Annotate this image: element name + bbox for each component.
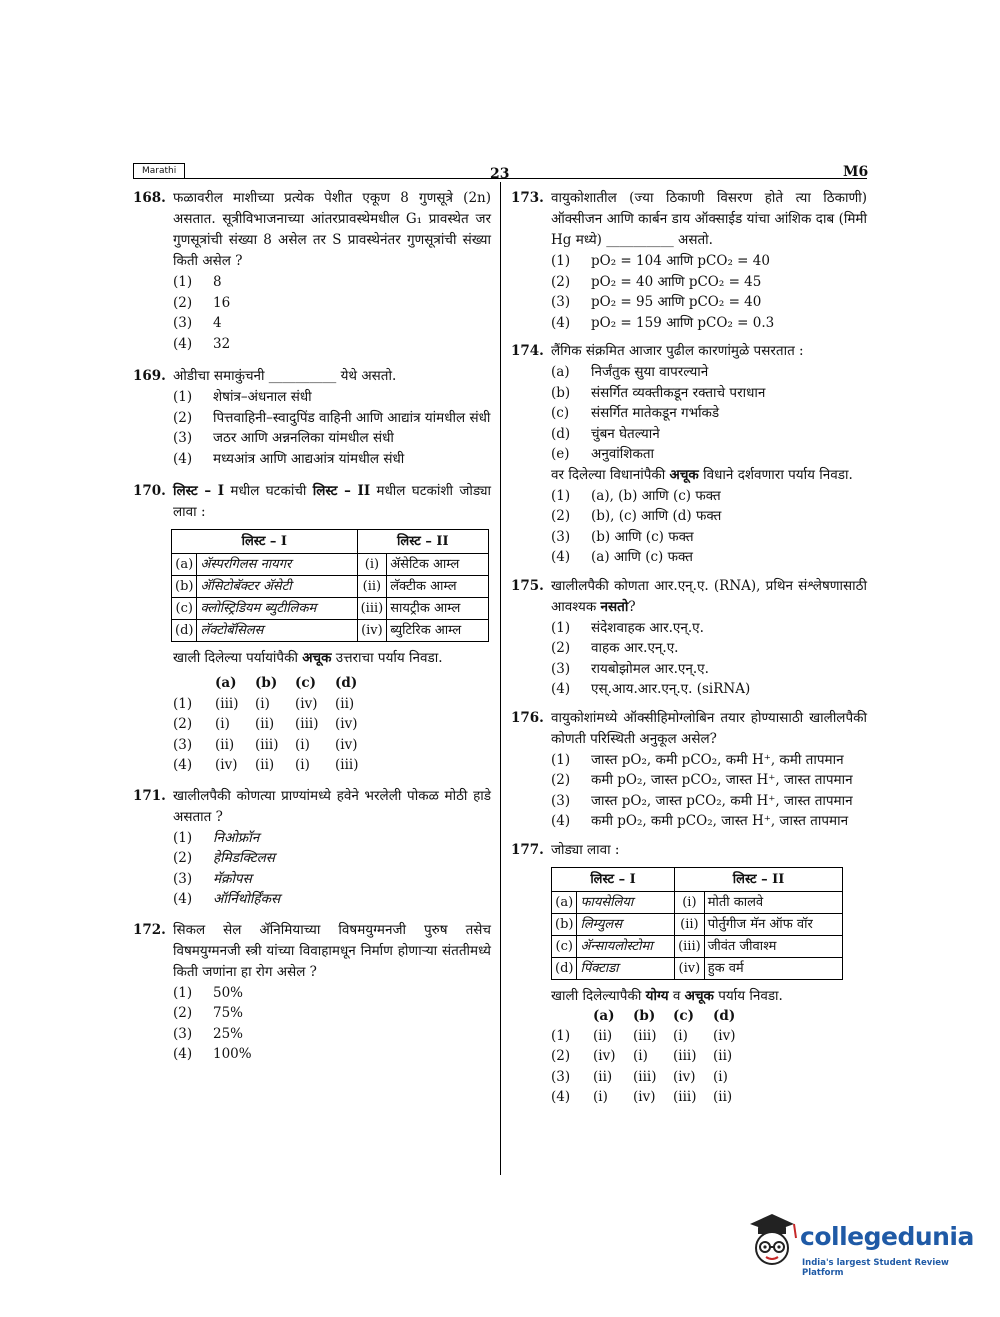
- list-1-label: (d): [552, 957, 577, 979]
- option-number: (3): [173, 430, 193, 446]
- option-number: (4): [551, 1089, 571, 1105]
- question-172: [133, 920, 491, 1065]
- option-text: कमी pO₂, जास्त pCO₂, जास्त H⁺, जास्त तापमान: [591, 772, 853, 788]
- question-number: 170.: [133, 483, 166, 499]
- answer-cell: (iii): [633, 1068, 657, 1085]
- answer-column-header: [173, 673, 215, 694]
- answer-column-header: (c): [673, 1007, 694, 1024]
- option: [551, 486, 867, 507]
- list-2-item: ब्युटिरिक आम्ल: [387, 620, 489, 642]
- answer-cell: (i): [633, 1048, 648, 1064]
- answer-row: [551, 1026, 867, 1047]
- text-part: पर्याय निवडा.: [713, 987, 783, 1004]
- option-number: (4): [173, 757, 193, 773]
- question-number: 173.: [511, 190, 544, 206]
- option: [551, 251, 867, 272]
- list-2-item: पोर्तुगीज मॅन ऑफ वॉर: [704, 913, 842, 935]
- option-number: (3): [551, 294, 571, 310]
- answer-header: [173, 673, 491, 694]
- list-2-label: (iv): [357, 620, 387, 642]
- option: [173, 1003, 491, 1024]
- option: [173, 272, 491, 293]
- text-part: वर दिलेल्या विधानांपैकी: [551, 466, 670, 483]
- option-text: वाहक आर.एन्.ए.: [591, 640, 679, 656]
- answer-cell: (ii): [255, 716, 275, 732]
- question-text: फळावरील माशीच्या प्रत्येक पेशीत एकूण 8 गुणसूत्रे (2n) असतात. सूत्रीविभाजनाच्या आंतरप्रावस्थेमधील G₁ प्रावस्थेत जर गुणसूत्रांची संख्या 8 असेल तर S प्रावस्थेनंतर गुणसूत्रांची संख्या किती असेल ?: [173, 190, 491, 269]
- question-text: [173, 481, 491, 523]
- text-part: मधील घटकांची: [224, 483, 313, 499]
- option-number: (1): [173, 984, 193, 1001]
- list-1-label: (b): [552, 913, 577, 935]
- option-text: चुंबन घेतल्याने: [591, 425, 660, 442]
- list-1-label: लिस्ट – I: [173, 483, 225, 499]
- table-row: [172, 620, 489, 642]
- question-number: 171.: [133, 787, 166, 804]
- answer-cell: (iv): [633, 1089, 656, 1105]
- option-number: (3): [551, 660, 571, 677]
- option-text: संसर्गित मातेकडून गर्भाकडे: [591, 405, 720, 421]
- text-part: विधाने दर्शवणारा पर्याय निवडा.: [698, 466, 853, 483]
- option-number: (2): [551, 508, 571, 524]
- options: [173, 828, 491, 910]
- option-text: 50%: [213, 984, 244, 1001]
- option-text: मॅक्रोपस: [213, 870, 252, 887]
- list-2-label: (i): [357, 554, 387, 576]
- list-2-item: लॅक्टीक आम्ल: [387, 576, 489, 598]
- question-176: [511, 708, 867, 832]
- answer-column-header: (d): [713, 1007, 736, 1024]
- answer-header: [551, 1007, 867, 1026]
- option-number: (4): [173, 450, 193, 467]
- booklet-code: M6: [843, 164, 869, 180]
- table-row: [172, 554, 489, 576]
- answer-cell: (i): [713, 1068, 728, 1085]
- list-1-item: पिंक्टाडा: [577, 957, 675, 979]
- option-number: (4): [551, 314, 571, 331]
- question-text: ओडीचा समाकुंचनी __________ येथे असतो.: [173, 368, 397, 384]
- answer-cell: (i): [215, 716, 230, 732]
- answer-column-header: (a): [215, 675, 237, 691]
- option-number: (1): [173, 829, 193, 846]
- option-text: (a) आणि (c) फक्त: [591, 549, 693, 565]
- question-174: [511, 341, 867, 568]
- answer-cell: (ii): [713, 1089, 733, 1105]
- left-column: [133, 188, 491, 1073]
- option-number: (1): [551, 253, 571, 269]
- answer-cell: (iii): [673, 1048, 697, 1064]
- question-number: 177.: [511, 841, 544, 858]
- options: [551, 251, 867, 333]
- option-number: (3): [551, 792, 571, 809]
- table-row: [552, 891, 843, 913]
- option-number: (a): [551, 364, 570, 380]
- table-row: [552, 935, 843, 957]
- list-1-item: ॲस्परगिलस नायगर: [197, 554, 357, 576]
- option-text: जास्त pO₂, जास्त pCO₂, कमी H⁺, जास्त तापमान: [591, 792, 853, 809]
- option-text: निओफ्रॉन: [213, 829, 260, 846]
- option-number: (c): [551, 405, 570, 421]
- option-text: कमी pO₂, कमी pCO₂, जास्त H⁺, जास्त तापमान: [591, 813, 849, 829]
- answer-cell: (i): [295, 757, 310, 773]
- question-text: वायुकोशांमध्ये ऑक्सीहिमोग्लोबिन तयार होण्यासाठी खालीलपैकी कोणती परिस्थिती अनुकूल असेल?: [551, 709, 867, 747]
- option-text: संसर्गित व्यक्तीकडून रक्ताचे पराधान: [591, 384, 766, 401]
- option-number: (4): [173, 335, 193, 352]
- text-part: खालीलपैकी कोणता आर.एन्.ए. (RNA), प्रथिन संश्लेषणासाठी आवश्यक: [551, 577, 867, 615]
- answer-cell: (ii): [593, 1068, 613, 1085]
- instruction: [551, 986, 867, 1007]
- brand-tagline: India's largest Student Review Platform: [802, 1258, 949, 1278]
- option: [173, 313, 491, 334]
- option: [173, 828, 491, 849]
- option-text: 75%: [213, 1005, 244, 1021]
- col-header: लिस्ट – II: [675, 867, 843, 891]
- option-text: पित्तवाहिनी–स्वादुपिंड वाहिनी आणि आद्यांत्र यांमधील संधी: [213, 409, 491, 426]
- question-number: 172.: [133, 921, 166, 938]
- answer-column-header: (c): [295, 675, 316, 691]
- text-part: उत्तराचा पर्याय निवडा.: [331, 650, 443, 666]
- answer-cell: (iv): [215, 757, 238, 773]
- table-row: [552, 913, 843, 935]
- answer-column-header: (a): [593, 1007, 615, 1024]
- match-table: [171, 529, 489, 642]
- answer-cell: (iv): [335, 716, 358, 732]
- text-part: मधील घटकांशी जोड्या लावा :: [173, 483, 491, 520]
- emphasis: अचूक: [302, 650, 332, 666]
- instruction: [551, 465, 867, 486]
- emphasis: अचूक: [684, 987, 714, 1004]
- option-number: (3): [173, 870, 193, 887]
- option-text: pO₂ = 40 आणि pCO₂ = 45: [591, 273, 762, 290]
- option: [551, 659, 867, 680]
- answer-row: [551, 1067, 867, 1088]
- option: [551, 638, 867, 659]
- answer-cell: (iii): [215, 695, 239, 712]
- option: [551, 362, 867, 383]
- option-number: (1): [551, 619, 571, 636]
- option: [551, 811, 867, 832]
- option: [173, 869, 491, 890]
- option-text: हेमिडक्टिलस: [213, 850, 275, 866]
- option: [173, 1044, 491, 1065]
- option: [173, 983, 491, 1004]
- list-2-item: सायट्रीक आम्ल: [387, 598, 489, 620]
- statements: [551, 362, 867, 465]
- option-text: अनुवांशिकता: [591, 446, 655, 462]
- options: [551, 750, 867, 832]
- option-number: (2): [551, 640, 571, 656]
- text-part: खाली दिलेल्यापैकी: [551, 987, 646, 1004]
- answer-cell: (iii): [633, 1027, 657, 1044]
- options: [173, 387, 491, 469]
- option: [551, 679, 867, 700]
- table-row: [172, 598, 489, 620]
- emphasis: योग्य: [645, 987, 669, 1004]
- list-1-label: (a): [172, 554, 197, 576]
- option-number: (2): [173, 1005, 193, 1021]
- option-text: 100%: [213, 1046, 252, 1062]
- answer-cell: (ii): [255, 757, 275, 773]
- option-text: pO₂ = 159 आणि pCO₂ = 0.3: [591, 314, 775, 331]
- option-number: (d): [551, 425, 571, 442]
- option-text: (b) आणि (c) फक्त: [591, 528, 694, 545]
- option-text: (a), (b) आणि (c) फक्त: [591, 487, 721, 504]
- question-text: [551, 576, 867, 618]
- list-2-label: (ii): [675, 913, 705, 935]
- option-number: (3): [173, 1025, 193, 1042]
- option-number: (3): [173, 736, 193, 753]
- text-part: ?: [628, 598, 636, 615]
- list-2-item: मोती कालवे: [704, 891, 842, 913]
- answer-row: [551, 1046, 867, 1067]
- list-1-label: (d): [172, 620, 197, 642]
- answer-cell: (i): [255, 695, 270, 712]
- list-1-item: ॲन्सायलोस्टोमा: [577, 935, 675, 957]
- option-text: शेषांत्र–अंधनाल संधी: [213, 389, 312, 405]
- option: [173, 293, 491, 314]
- option-text: निर्जंतुक सुया वापरल्याने: [591, 364, 709, 380]
- option-text: 32: [213, 335, 231, 352]
- option: [551, 272, 867, 293]
- option: [173, 1024, 491, 1045]
- option: [551, 383, 867, 404]
- options: [551, 618, 867, 700]
- option: [173, 387, 491, 408]
- answer-cell: (ii): [593, 1027, 613, 1044]
- option-text: 25%: [213, 1025, 244, 1042]
- match-table: [551, 867, 843, 980]
- text-part: खाली दिलेल्या पर्यायांपैकी: [173, 650, 303, 666]
- option-text: संदेशवाहक आर.एन्.ए.: [591, 619, 704, 636]
- answer-options: [551, 1026, 867, 1108]
- options: [173, 983, 491, 1065]
- option: [551, 444, 867, 465]
- option: [551, 313, 867, 334]
- header-rule: [133, 178, 867, 179]
- list-1-item: ॲसिटोबॅक्टर ॲसेटी: [197, 576, 357, 598]
- answer-cell: (iv): [593, 1048, 616, 1064]
- option-text: मध्यआंत्र आणि आद्यआंत्र यांमधील संधी: [213, 450, 405, 467]
- col-header: लिस्ट – II: [357, 530, 488, 554]
- list-1-label: (a): [552, 891, 577, 913]
- language-label: Marathi: [133, 163, 185, 179]
- collegedunia-logo: [744, 1210, 974, 1280]
- list-2-label: (iii): [357, 598, 387, 620]
- answer-cell: (iii): [335, 757, 359, 773]
- question-number: 169.: [133, 368, 166, 384]
- list-1-label: (b): [172, 576, 197, 598]
- option-text: जठर आणि अन्ननलिका यांमधील संधी: [213, 430, 394, 446]
- option: [551, 750, 867, 771]
- option-text: (b), (c) आणि (d) फक्त: [591, 508, 722, 524]
- option-text: 16: [213, 294, 231, 311]
- option-text: pO₂ = 95 आणि pCO₂ = 40: [591, 294, 762, 310]
- question-177: [511, 840, 867, 1108]
- question-171: [133, 786, 491, 910]
- option-number: (2): [173, 409, 193, 426]
- answer-row: [173, 755, 491, 776]
- option: [173, 889, 491, 910]
- question-text: लैंगिक संक्रमित आजार पुढील कारणांमुळे पसरतात :: [551, 343, 804, 359]
- option-text: ऑर्निथोर्हिंकस: [213, 891, 281, 907]
- option-number: (2): [551, 772, 571, 788]
- option-number: (4): [551, 549, 571, 565]
- option-number: (2): [551, 273, 571, 290]
- option: [551, 506, 867, 527]
- options: [551, 486, 867, 568]
- option-number: (3): [551, 528, 571, 545]
- option-number: (4): [551, 681, 571, 697]
- list-2-label: (iii): [675, 935, 705, 957]
- option-number: (2): [173, 850, 193, 866]
- emphasis: अचूक: [669, 466, 699, 483]
- option-number: (2): [551, 1048, 571, 1064]
- question-173: [511, 188, 867, 333]
- option-number: (3): [551, 1068, 571, 1085]
- col-header: लिस्ट – I: [172, 530, 358, 554]
- list-2-label: (i): [675, 891, 705, 913]
- option-number: (4): [173, 1046, 193, 1062]
- answer-cell: (i): [673, 1027, 688, 1044]
- question-number: 175.: [511, 577, 544, 594]
- question-168: [133, 188, 491, 354]
- option: [551, 547, 867, 568]
- text-part: व: [668, 987, 685, 1004]
- question-text: खालीलपैकी कोणत्या प्राण्यांमध्ये हवेने भरलेली पोकळ मोठी हाडे असतात ?: [173, 787, 491, 825]
- option: [551, 292, 867, 313]
- option: [551, 527, 867, 548]
- answer-cell: (iv): [335, 736, 358, 753]
- answer-column-header: (b): [255, 675, 278, 691]
- column-divider: [500, 182, 501, 1175]
- list-1-item: फायसेलिया: [577, 891, 675, 913]
- list-1-label: (c): [172, 598, 197, 620]
- option-number: (1): [551, 751, 571, 768]
- option-number: (e): [551, 446, 570, 462]
- emphasis: नसतो: [600, 598, 629, 615]
- brand-name: collegedunia: [800, 1222, 974, 1251]
- list-1-item: लिम्युलस: [577, 913, 675, 935]
- question-text: सिकल सेल ॲनिमियाच्या विषमयुग्मनजी पुरुष तसेच विषमयुग्मनजी स्त्री यांच्या विवाहामधून निर्माण होणाऱ्या संततीमध्ये किती जणांना हा रोग असेल ?: [173, 921, 491, 980]
- option-number: (1): [551, 487, 571, 504]
- option-text: 8: [213, 274, 222, 290]
- question-170: [133, 481, 491, 776]
- answer-row: [173, 694, 491, 715]
- option-text: 4: [213, 315, 222, 331]
- option-number: (1): [173, 274, 193, 290]
- option-number: (2): [173, 294, 193, 311]
- answer-row: [551, 1087, 867, 1108]
- option-number: (2): [173, 716, 193, 732]
- table-row: [552, 957, 843, 979]
- option: [551, 403, 867, 424]
- option: [173, 449, 491, 470]
- answer-cell: (iv): [295, 695, 318, 712]
- option: [173, 848, 491, 869]
- instruction: [173, 648, 491, 669]
- answer-column-header: (b): [633, 1007, 656, 1024]
- answer-cell: (iii): [673, 1089, 697, 1105]
- option-number: (1): [551, 1027, 571, 1044]
- list-2-item: हुक वर्म: [704, 957, 842, 979]
- list-2-label: (ii): [357, 576, 387, 598]
- answer-cell: (ii): [215, 736, 235, 753]
- option-number: (3): [173, 315, 193, 331]
- option-text: जास्त pO₂, कमी pCO₂, कमी H⁺, कमी तापमान: [591, 751, 844, 768]
- option-number: (1): [173, 389, 193, 405]
- answer-cell: (iv): [713, 1027, 736, 1044]
- right-column: [511, 188, 867, 1116]
- list-2-item: जीवंत जीवाश्म: [704, 935, 842, 957]
- option: [551, 424, 867, 445]
- option-number: (1): [173, 695, 193, 712]
- list-1-item: लॅक्टोबॅसिलस: [197, 620, 357, 642]
- option: [173, 408, 491, 429]
- option-number: (b): [551, 384, 571, 401]
- answer-cell: (iv): [673, 1068, 696, 1085]
- answer-row: [173, 714, 491, 735]
- answer-options: [173, 694, 491, 776]
- question-175: [511, 576, 867, 700]
- answer-cell: (iii): [295, 716, 319, 732]
- table-row: [172, 576, 489, 598]
- option: [551, 618, 867, 639]
- answer-column-header: (d): [335, 675, 358, 691]
- option-text: एस्.आय.आर.एन्.ए. (siRNA): [591, 681, 751, 697]
- option-text: pO₂ = 104 आणि pCO₂ = 40: [591, 253, 770, 269]
- options: [173, 272, 491, 354]
- question-number: 176.: [511, 709, 544, 726]
- mascot-icon: [744, 1210, 800, 1280]
- list-2-label: (iv): [675, 957, 705, 979]
- answer-row: [173, 735, 491, 756]
- question-text: वायुकोशातील (ज्या ठिकाणी विसरण होते त्या ठिकाणी) ऑक्सीजन आणि कार्बन डाय ऑक्साईड यांचा आंशिक दाब (मिमी Hg मध्ये) __________ असतो.: [551, 190, 867, 248]
- option: [173, 334, 491, 355]
- question-number: 168.: [133, 190, 166, 206]
- option: [551, 770, 867, 791]
- answer-column-header: [551, 1007, 593, 1026]
- option-text: रायबोझोमल आर.एन्.ए.: [591, 660, 709, 677]
- list-1-label: (c): [552, 935, 577, 957]
- list-1-item: क्लोस्ट्रिडियम ब्युटीलिकम: [197, 598, 357, 620]
- question-text: जोड्या लावा :: [551, 841, 620, 858]
- question-169: [133, 366, 491, 469]
- answer-cell: (ii): [335, 695, 355, 712]
- list-2-label: लिस्ट – II: [312, 483, 371, 499]
- answer-cell: (i): [295, 736, 310, 753]
- list-2-item: ॲसेटिक आम्ल: [387, 554, 489, 576]
- answer-cell: (iii): [255, 736, 279, 753]
- answer-cell: (i): [593, 1089, 608, 1105]
- question-number: 174.: [511, 343, 544, 359]
- page-number: 23: [490, 166, 510, 182]
- option: [551, 791, 867, 812]
- option: [173, 428, 491, 449]
- option-number: (4): [551, 813, 571, 829]
- answer-cell: (ii): [713, 1048, 733, 1064]
- col-header: लिस्ट – I: [552, 867, 675, 891]
- option-number: (4): [173, 891, 193, 907]
